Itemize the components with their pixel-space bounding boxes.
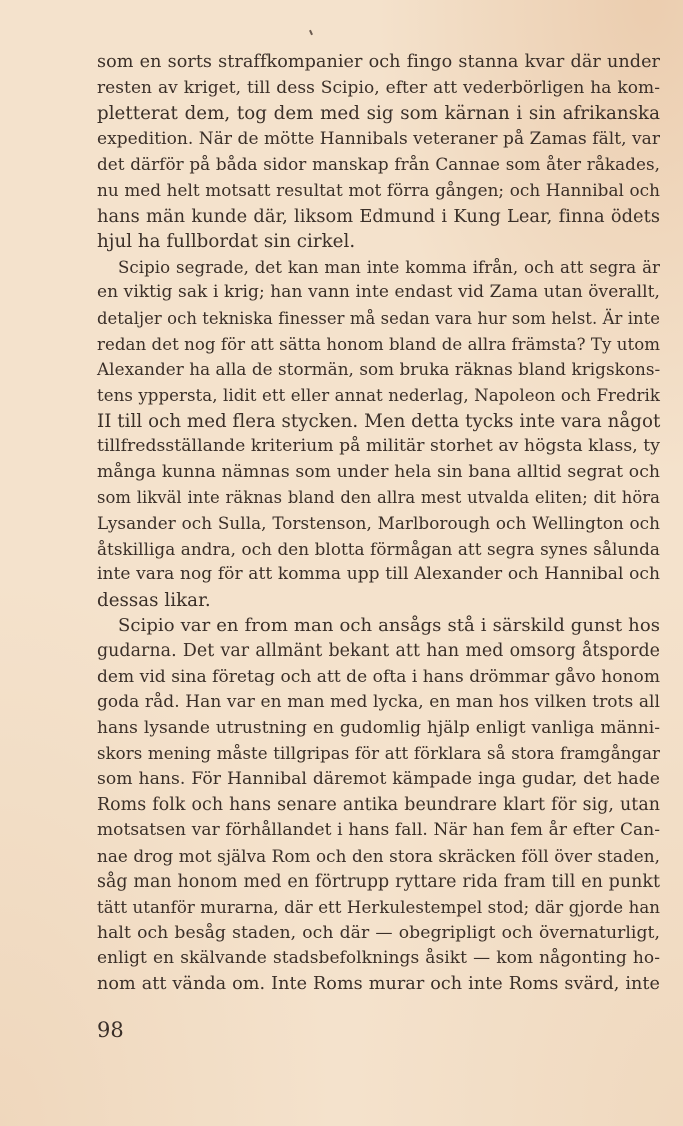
- text-line: dem vid sina företag och att de ofta i hans drömmar gåvo honom: [97, 666, 660, 687]
- text-line: som likväl inte räknas bland den allra mest utvalda eliten; dit höra: [97, 488, 660, 508]
- text-line: Scipio var en from man och ansågs stå i särskild gunst hos: [118, 615, 660, 637]
- text-line: goda råd. Han var en man med lycka, en man hos vilken trots all: [97, 692, 660, 713]
- text-line: pletterat dem, tog dem med sig som kärnan i sin afrikanska: [97, 103, 660, 125]
- text-line: tätt utanför murarna, där ett Herkulestempel stod; där gjorde han: [97, 898, 660, 918]
- text-line: som en sorts straffkompanier och fingo stanna kvar där under: [97, 52, 660, 72]
- text-line: detaljer och tekniska finesser må sedan vara hur som helst. Är inte: [97, 309, 660, 329]
- text-line: expedition. När de mötte Hannibals veteraner på Zamas fält, var: [97, 128, 661, 149]
- ink-speck: [309, 30, 313, 35]
- text-line: hjul ha fullbordat sin cirkel.: [97, 231, 356, 253]
- text-line: Alexander ha alla de stormän, som bruka räknas bland krigskons-: [97, 359, 661, 380]
- page-number: 98: [97, 1018, 124, 1042]
- text-line: Roms folk och hans senare antika beundrare klart för sig, utan: [97, 794, 660, 815]
- text-line: halt och besåg staden, och där — obegripligt och övernaturligt,: [97, 922, 660, 943]
- text-line: redan det nog för att sätta honom bland de allra främsta? Ty utom: [97, 334, 661, 354]
- text-line: hans lysande utrustning en gudomlig hjälp enligt vanliga männi-: [97, 717, 660, 738]
- text-line: enligt en skälvande stadsbefolknings åsikt — kom någonting ho-: [97, 948, 660, 969]
- text-line: nu med helt motsatt resultat mot förra gången; och Hannibal och: [97, 180, 660, 201]
- body-text: [97, 50, 660, 998]
- text-line: motsatsen var förhållandet i hans fall. När han fem år efter Can-: [97, 820, 660, 841]
- text-line: som hans. För Hannibal däremot kämpade inga gudar, det hade: [97, 769, 660, 790]
- text-line: skors mening måste tillgripas för att förklara så stora framgångar: [97, 744, 660, 764]
- text-line: resten av kriget, till dess Scipio, efter att vederbörligen ha kom-: [97, 77, 660, 98]
- text-line: många kunna nämnas som under hela sin bana alltid segrat och: [97, 461, 660, 482]
- text-line: inte vara nog för att komma upp till Alexander och Hannibal och: [97, 564, 660, 585]
- text-line: en viktig sak i krig; han vann inte endast vid Zama utan överallt,: [97, 282, 660, 303]
- text-line: dessas likar.: [97, 589, 211, 611]
- text-line: tillfredsställande kriterium på militär storhet av högsta klass, ty: [97, 436, 660, 457]
- text-line: åtskilliga andra, och den blotta förmågan att segra synes sålunda: [97, 538, 660, 559]
- text-line: såg man honom med en förtrupp ryttare rida fram till en punkt: [97, 871, 660, 892]
- text-line: Lysander och Sulla, Torstenson, Marlborough och Wellington och: [97, 512, 660, 533]
- text-line: Scipio segrade, det kan man inte komma ifrån, och att segra är: [118, 257, 660, 277]
- text-line: det därför på båda sidor manskap från Cannae som åter råkades,: [97, 154, 660, 175]
- text-line: gudarna. Det var allmänt bekant att han med omsorg åtsporde: [97, 641, 660, 662]
- text-line: nom att vända om. Inte Roms murar och inte Roms svärd, inte: [97, 973, 660, 994]
- text-line: II till och med flera stycken. Men detta tycks inte vara något: [97, 410, 661, 432]
- text-line: nae drog mot själva Rom och den stora skräcken föll över staden,: [97, 845, 660, 866]
- text-line: tens yppersta, lidit ett eller annat nederlag, Napoleon och Fredrik: [97, 385, 660, 405]
- text-line: hans män kunde där, liksom Edmund i Kung Lear, finna ödets: [97, 205, 660, 227]
